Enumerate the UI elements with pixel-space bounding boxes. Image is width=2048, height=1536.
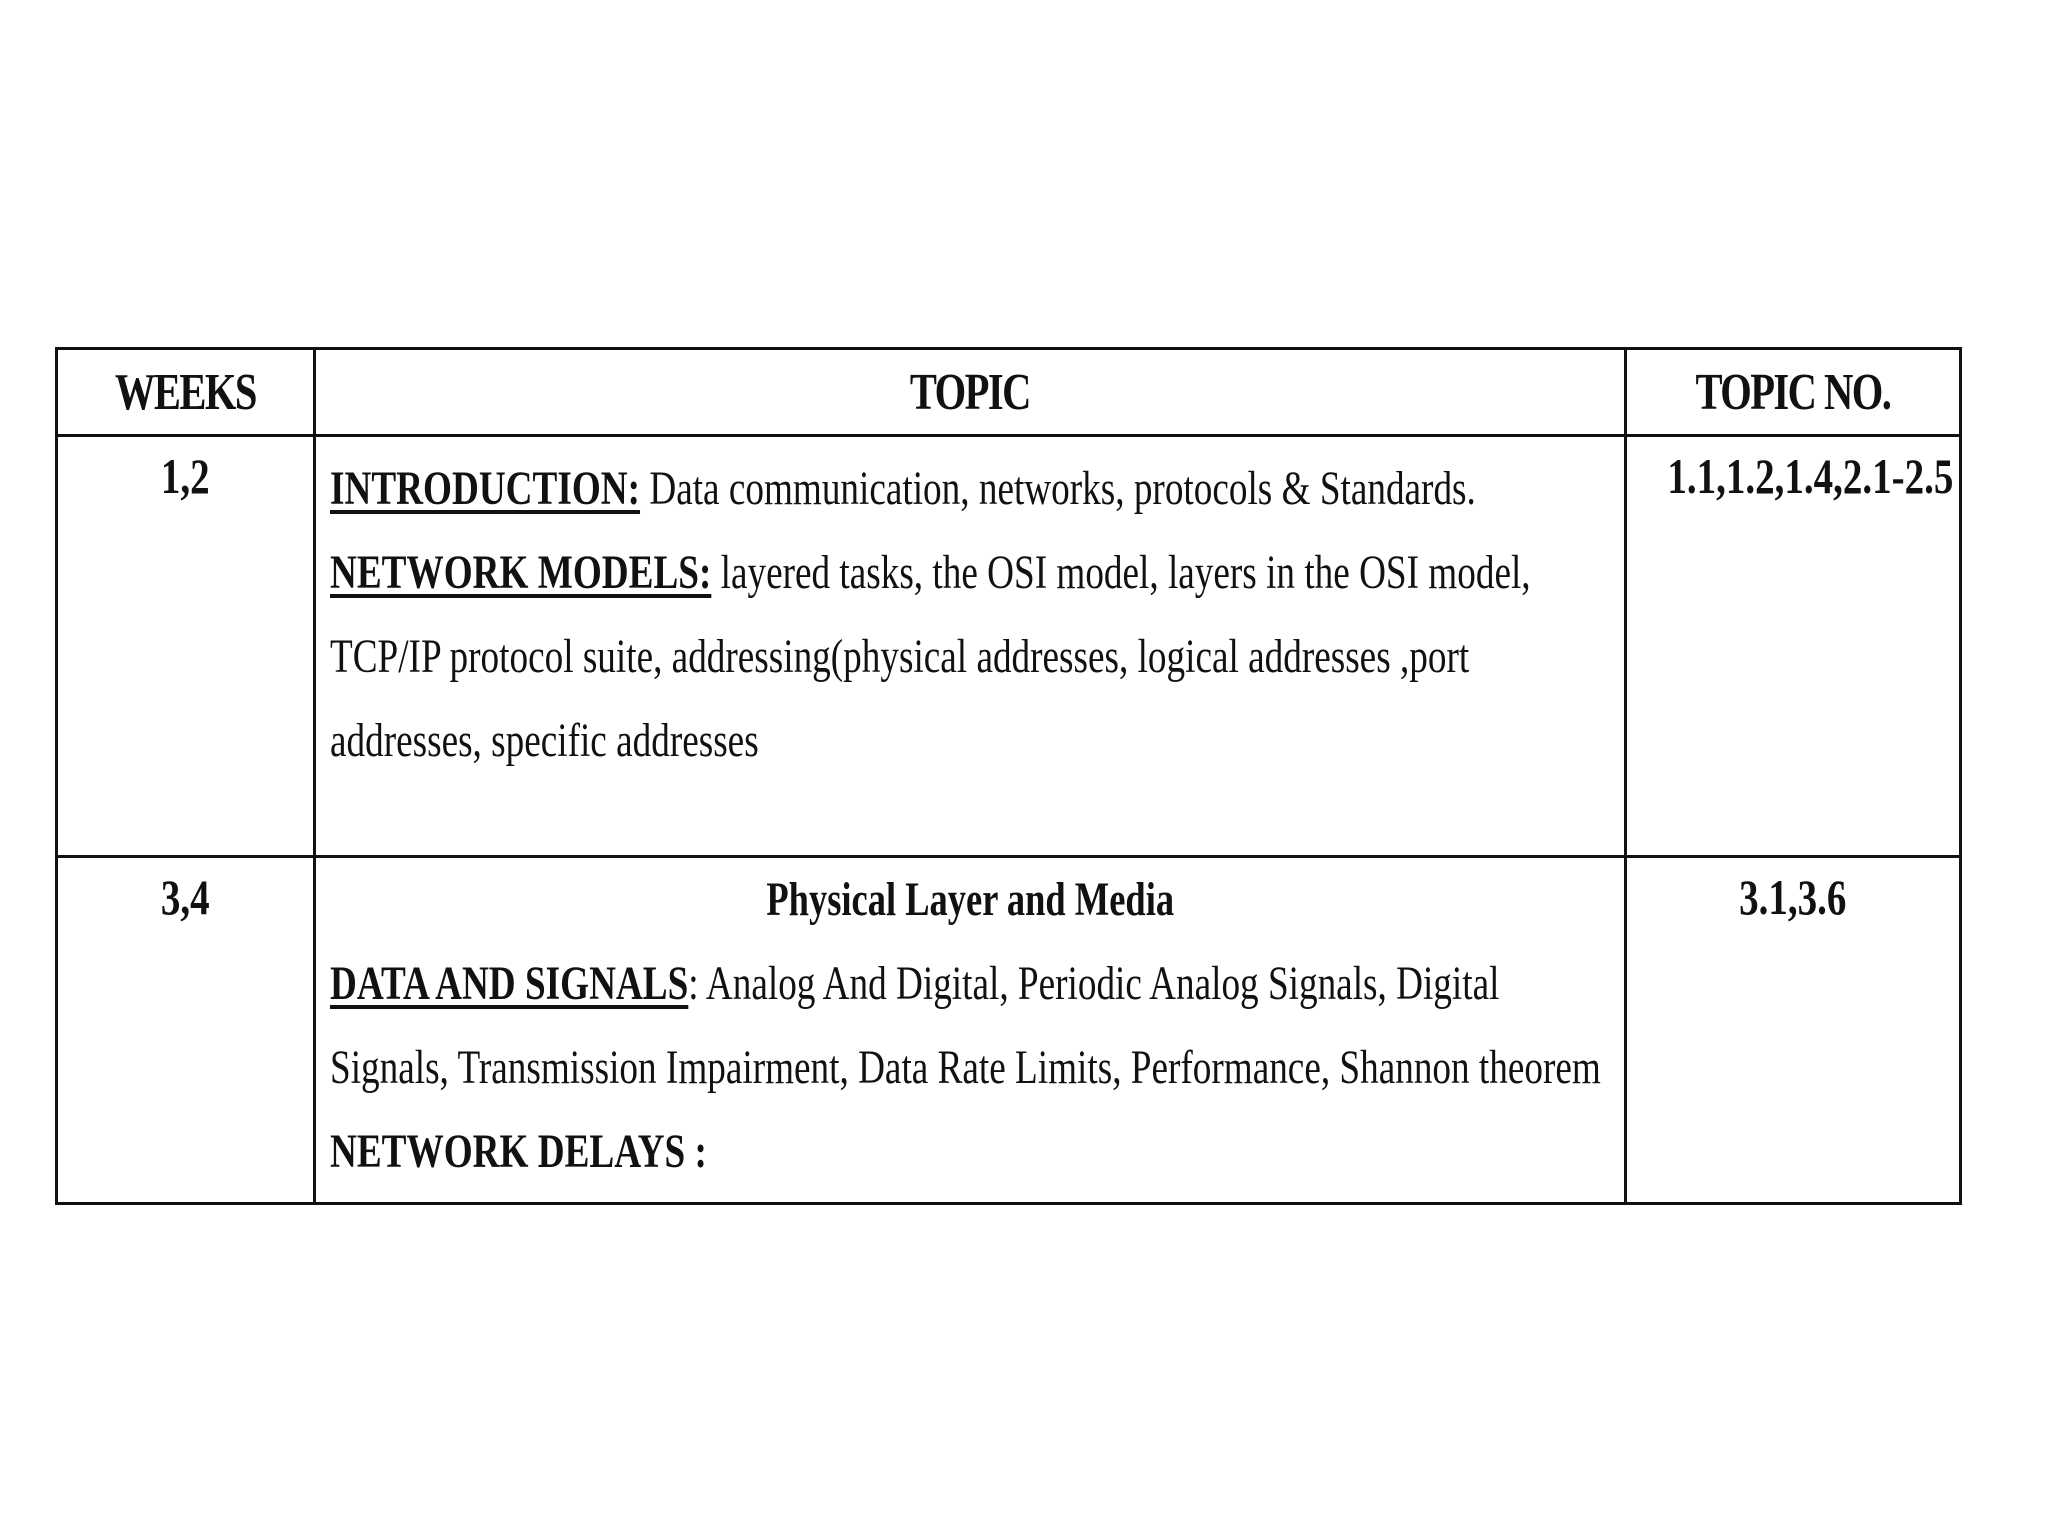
topic-cell (315, 857, 1626, 1204)
table-row (57, 436, 1961, 857)
header-topic: TOPIC (315, 349, 1626, 436)
data-and-signals-text: : Analog And Digital, Periodic Analog Signals, Digital Signals, Transmission Impairment, Data Rate Limits, Performance, Shannon theorem (330, 957, 1601, 1094)
network-models-label: NETWORK MODELS: (330, 546, 712, 599)
data-and-signals-label: DATA AND SIGNALS (330, 957, 689, 1010)
topic-cell (315, 436, 1626, 857)
topic-no-cell: 1.1,1.2,1.4,2.1-2.5 (1626, 436, 1961, 857)
header-topic-no: TOPIC NO. (1626, 349, 1961, 436)
table-row (57, 857, 1961, 1204)
topic-text (330, 942, 1610, 1194)
header-row (57, 349, 1961, 436)
network-models-text: layered tasks, the OSI model, layers in the OSI model, TCP/IP protocol suite, addressing(physical addresses, logical addresses ,port addresses, specific addresses (330, 546, 1531, 767)
section-title: Physical Layer and Media (766, 873, 1174, 926)
header-weeks: WEEKS (57, 349, 315, 436)
weeks-cell: 1,2 (57, 436, 315, 857)
network-delays-label: NETWORK DELAYS : (330, 1125, 707, 1178)
syllabus-table (55, 347, 1962, 1205)
topic-text (330, 447, 1610, 783)
introduction-text: Data communication, networks, protocols & Standards. (640, 462, 1476, 515)
introduction-label: INTRODUCTION: (330, 462, 641, 515)
topic-no-cell: 3.1,3.6 (1626, 857, 1961, 1204)
weeks-cell: 3,4 (57, 857, 315, 1204)
